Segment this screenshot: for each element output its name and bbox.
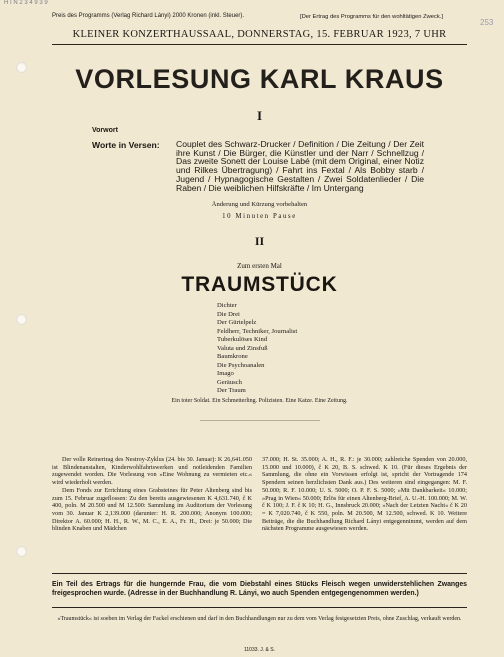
divider bbox=[52, 573, 467, 574]
proceeds-note: [Der Ertrag des Programms für den wohltätigen Zweck.] bbox=[300, 14, 444, 20]
cast-list bbox=[217, 302, 297, 396]
premiere-note: Zum ersten Mal bbox=[237, 262, 282, 270]
charity-notice: Ein Teil des Ertrags für die hungernde Frau, die vom Diebstahl eines Stücks Fleisch wegen unwiderstehlichen Zwanges freigesprochen wurde. (Adresse in der Buchhandlung R. Lányi, wo auch Spenden entgegengenommen werden.) bbox=[52, 581, 467, 597]
punch-hole bbox=[16, 546, 27, 557]
cast-item: Der Gürtelpelz bbox=[217, 319, 257, 327]
cast-item: Feldherr, Techniker, Journalist bbox=[217, 327, 298, 335]
cast-item: Dichter bbox=[217, 302, 237, 309]
divider bbox=[52, 607, 467, 608]
part-two-numeral: II bbox=[254, 234, 265, 248]
nestroy-paragraph: Der volle Reinertrag des Nestroy-Zyklus (24. bis 30. Januar): K 26,641.050 ist Blindenanstalten, Kinderwohlfahrtswerken und notleidenden Familien zugewendet worden. Die Vorlesung von »Eine Wohnung zu vermieten etc.« wird wiederholt werden. bbox=[52, 456, 252, 487]
divider bbox=[200, 420, 320, 421]
price-note: Preis des Programms (Verlag Richard Lányi) 2000 Kronen (inkl. Steuer). bbox=[52, 13, 245, 19]
cast-item: Imago bbox=[217, 370, 234, 378]
altenberg-paragraph: Dem Fonds zur Errichtung eines Grabsteines für Peter Altenberg sind bis zum 15. Februar zugeflossen: Zu den bereits ausgewiesenen K 4,631.740, č K 400, poln. M 20.500 und M 12.500: Sammlung im Auditorium der Vorlesung vom 30. Januar K 2,139.000 (darunter: H. R. 200.000; Anonym 100.000; Direktor A. 60.000; H. H., R. W., M. C., E. A., Fr. H., Drei: je 50.000; Die blinden Knaben und Mädchen bbox=[52, 486, 252, 533]
cast-item: Baumkrone bbox=[217, 353, 248, 361]
cast-item: Tuberkulöses Kind bbox=[217, 336, 268, 344]
cast-item: Valuta und Zinsfuß bbox=[217, 344, 268, 352]
worte-list: Couplet des Schwarz-Drucker / Definition / Die Zeitung / Der Zeit ihre Kunst / Die Bürger, die Künstler und der Narr / Schnellzug / Das zweite Sonett der Louise Labé (mit dem Original, einer Notiz und Rilkes Übertragung) / Fahrt ins Fextal / Als Bobby starb / Jugend / Hypnagogische Gestalten / Zwei Soldatenlieder / Die Raben / Die weiblichen Hilfskräfte / Im Untergang bbox=[176, 139, 424, 193]
worte-label: Worte in Versen: bbox=[92, 140, 160, 150]
right-column bbox=[262, 456, 467, 533]
cast-item: Der Traum bbox=[217, 387, 246, 395]
publisher-note: »Traumstück« ist soeben im Verlag der Fackel erschienen und darf in den Buchhandlungen nur zu dem vom Verlag festgesetzten Preis, ohne Zuschlag, verkauft werden. bbox=[57, 616, 462, 622]
cast-extras: Ein toter Soldat. Ein Schmetterling. Polizisten. Eine Katze. Eine Zeitung. bbox=[171, 398, 348, 404]
vorwort-label: Vorwort bbox=[92, 127, 118, 134]
punch-hole bbox=[16, 62, 27, 73]
archive-mark: H I N 2 3 4 9 3 9 bbox=[4, 0, 48, 6]
changes-note: Änderung und Kürzung vorbehalten bbox=[211, 201, 308, 208]
part-one-numeral: I bbox=[256, 108, 263, 123]
cast-item: Die Psychoanalen bbox=[217, 361, 265, 369]
play-title: TRAUMSTÜCK bbox=[181, 273, 338, 296]
printer-mark: 11033. J. & S. bbox=[243, 647, 276, 653]
punch-hole bbox=[16, 314, 27, 325]
cast-item: Geräusch bbox=[217, 378, 242, 386]
left-column bbox=[52, 456, 252, 533]
cast-item: Die Drei bbox=[217, 310, 240, 318]
divider bbox=[52, 44, 467, 45]
intermission-note: 10 Minuten Pause bbox=[222, 213, 297, 220]
reading-title: VORLESUNG KARL KRAUS bbox=[75, 64, 444, 94]
donations-paragraph: 37.000; H. St. 35.000; A. H., R. F.: je 30.000; zahlreiche Spenden von 20.000, 15.000 und 10.000), č K 20, B. S. schwed. K 10. (Für dieses Ergebnis der Sammlung, die ohne ein Vorwissen erfolgt ist, spricht der Vortragende 174 Spendern seinen herzlichsten Dank aus.) Des weiteren sind eingegangen: M. F. 50.000; R. F. 10.000; U. S. 5000; O. P. F. S. 5000; »Mit Dankbarkeit« 10.000; »Prag in Wien« 50.000; Erlös für einen Altenberg-Brief, A. U.-H. 100.000; M. W. č K 100; J. F. č K 10; H. G., Innsbruck 20.000; »Nach der Letzten Nacht« č K 20 = K 7,020.740, č K 550, poln. M 20.500, M 12.500, schwed. K 10. Weitere Beiträge, die die Buchhandlung Richard Lányi entgegennimmt, werden auf dem nächsten Programme ausgewiesen werden. bbox=[262, 456, 467, 533]
venue-header: KLEINER KONZERTHAUSSAAL, DONNERSTAG, 15. FEBRUAR 1923, 7 UHR bbox=[72, 29, 447, 40]
page-mark: 253 bbox=[480, 18, 494, 27]
